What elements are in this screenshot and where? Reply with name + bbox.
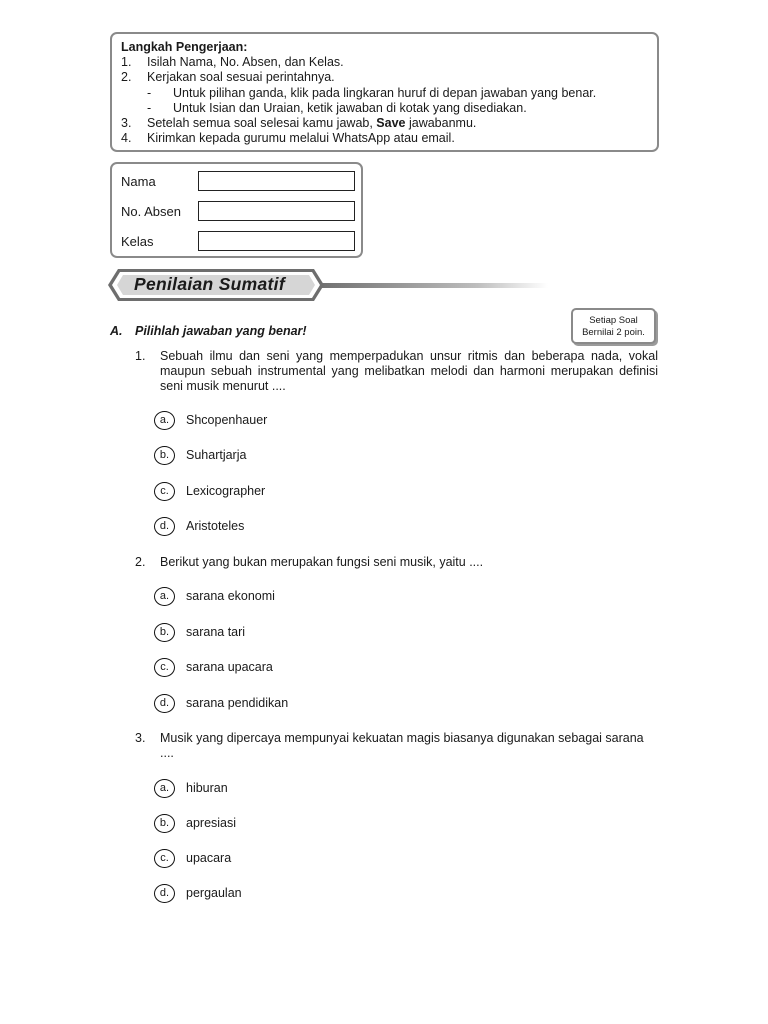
class-label: Kelas	[121, 233, 154, 249]
q1-option-d[interactable]	[154, 516, 244, 536]
option-text: upacara	[186, 851, 232, 865]
question-text: Sebuah ilmu dan seni yang memperpadukan unsur ritmis dan beberapa nada, vokal maupun sebuah instrumental yang melibatkan melodi dan harmoni merupakan definisi seni musik menurut ....	[160, 349, 658, 393]
banner-title: Penilaian Sumatif	[134, 274, 285, 294]
option-circle[interactable]: b.	[154, 623, 175, 642]
option-circle[interactable]: a.	[154, 587, 175, 606]
instruction-substep: - Untuk Isian dan Uraian, ketik jawaban di kotak yang disediakan.	[147, 100, 527, 115]
q2-option-a[interactable]	[154, 586, 275, 606]
q3-option-b[interactable]	[154, 813, 236, 833]
section-banner	[108, 268, 548, 302]
question-number: 2.	[135, 555, 146, 569]
section-title: Pilihlah jawaban yang benar!	[135, 324, 307, 338]
option-circle[interactable]: a.	[154, 779, 175, 798]
class-row	[121, 230, 357, 252]
q2-option-b[interactable]	[154, 622, 245, 642]
option-circle[interactable]: b.	[154, 814, 175, 833]
instructions-title: Langkah Pengerjaan:	[121, 40, 248, 54]
section-heading	[110, 324, 307, 338]
instruction-step: 1. Isilah Nama, No. Absen, dan Kelas.	[121, 55, 344, 70]
question-text: Berikut yang bukan merupakan fungsi seni musik, yaitu ....	[160, 555, 484, 569]
absen-row	[121, 200, 357, 222]
banner-tail	[308, 283, 548, 288]
q3-option-d[interactable]	[154, 883, 242, 903]
option-circle[interactable]: c.	[154, 849, 175, 868]
option-text: sarana upacara	[186, 660, 273, 674]
q3-option-c[interactable]	[154, 848, 231, 868]
option-circle[interactable]: d.	[154, 517, 175, 536]
option-circle[interactable]: c.	[154, 482, 175, 501]
question-number: 1.	[135, 349, 146, 363]
absen-field[interactable]	[198, 201, 355, 221]
points-note: Setiap Soal Bernilai 2 poin.	[571, 308, 656, 344]
identity-box	[110, 162, 363, 258]
option-text: Suhartjarja	[186, 448, 247, 462]
question-text: Musik yang dipercaya mempunyai kekuatan magis biasanya digunakan sebagai sarana ....	[160, 731, 644, 760]
instruction-step: 4. Kirimkan kepada gurumu melalui WhatsApp atau email.	[121, 131, 455, 146]
q2-option-d[interactable]	[154, 693, 288, 713]
question-1	[135, 349, 658, 394]
instructions-box	[110, 32, 659, 152]
option-text: sarana tari	[186, 625, 246, 639]
option-circle[interactable]: d.	[154, 694, 175, 713]
q3-option-a[interactable]	[154, 778, 228, 798]
name-field[interactable]	[198, 171, 355, 191]
q1-option-a[interactable]	[154, 410, 267, 430]
option-text: sarana pendidikan	[186, 696, 289, 710]
option-circle[interactable]: c.	[154, 658, 175, 677]
option-text: pergaulan	[186, 886, 242, 900]
option-text: Lexicographer	[186, 484, 266, 498]
name-row	[121, 170, 357, 192]
option-text: Aristoteles	[186, 519, 245, 533]
q1-option-b[interactable]	[154, 445, 246, 465]
instruction-step: 2. Kerjakan soal sesuai perintahnya.	[121, 70, 335, 85]
class-field[interactable]	[198, 231, 355, 251]
option-text: Shcopenhauer	[186, 413, 268, 427]
option-text: apresiasi	[186, 816, 237, 830]
instruction-step: 3. Setelah semua soal selesai kamu jawab, Save jawabanmu.	[121, 116, 477, 131]
save-emphasis: Save	[376, 116, 406, 131]
option-text: sarana ekonomi	[186, 589, 275, 603]
question-3	[135, 731, 658, 761]
q2-option-c[interactable]	[154, 657, 273, 677]
name-label: Nama	[121, 173, 156, 189]
option-circle[interactable]: a.	[154, 411, 175, 430]
option-circle[interactable]: d.	[154, 884, 175, 903]
question-number: 3.	[135, 731, 146, 745]
instruction-substep: - Untuk pilihan ganda, klik pada lingkaran huruf di depan jawaban yang benar.	[147, 85, 597, 100]
option-circle[interactable]: b.	[154, 446, 175, 465]
absen-label: No. Absen	[121, 203, 181, 219]
q1-option-c[interactable]	[154, 481, 265, 501]
section-number: A.	[110, 324, 123, 338]
question-2	[135, 555, 658, 570]
option-text: hiburan	[186, 781, 228, 795]
